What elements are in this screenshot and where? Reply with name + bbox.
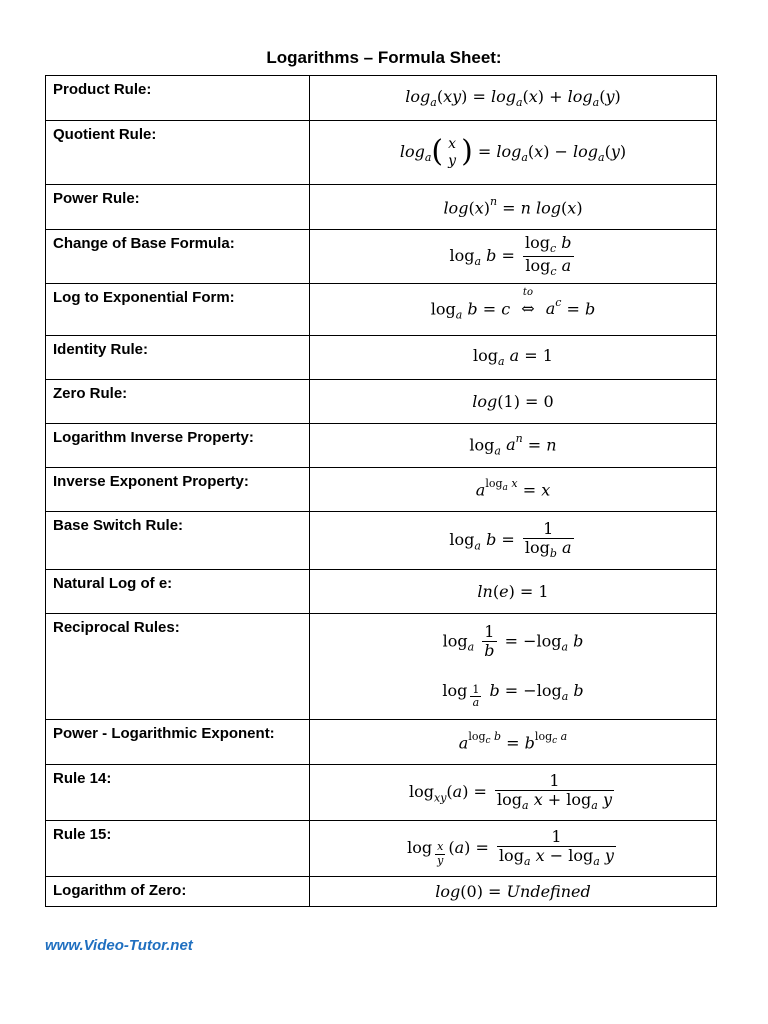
formula-identity-rule: $\log_a a = 1$ [310,336,717,380]
rule-label: Quotient Rule: [46,121,310,185]
formula-change-of-base: $\log_a b$ = $\frac{\log_c b}{\log_c a}$ [310,230,717,284]
formula-zero-rule: log(1) = 0 [310,380,717,424]
footer-website-link[interactable]: www.Video-Tutor.net [45,937,193,954]
formula-inverse-exponent: $a^{log_a x} = x$ [310,468,717,512]
rule-label: Reciprocal Rules: [46,614,310,720]
table-row [46,185,717,230]
table-row [46,76,717,121]
formula-log-to-exponential: $\log_a b = c$ to ⇔ $a^c = b$ [310,284,717,336]
table-row [46,468,717,512]
table-row [46,877,717,907]
table-row [46,614,717,720]
table-row [46,380,717,424]
table-row [46,821,717,877]
table-row [46,570,717,614]
rule-label: Product Rule: [46,76,310,121]
rule-label: Rule 15: [46,821,310,877]
formula-rule-15: log $_{\frac{x}{y}}$ (a) = $\frac{1}{\log_a x - \log_a y}$ [310,821,717,877]
table-row [46,336,717,380]
formula-rule-14: $\log_{xy}(a)$ = $\frac{1}{\log_a x + \log_a y}$ [310,765,717,821]
rule-label: Base Switch Rule: [46,512,310,570]
formula-quotient-rule: $\log_a$( x y ) = $\log_a(x) - \log_a(y)$ [310,121,717,185]
formula-natural-log: ln(e) = 1 [310,570,717,614]
rule-label: Zero Rule: [46,380,310,424]
formula-product-rule: $\log_a(xy) = \log_a(x) + \log_a(y)$ [310,76,717,121]
rule-label: Logarithm Inverse Property: [46,424,310,468]
page-title: Logarithms – Formula Sheet: [266,48,502,67]
formula-power-log-exponent: $a^{log_c b} = b^{log_c a}$ [310,720,717,765]
table-row [46,121,717,185]
table-row [46,720,717,765]
rule-label: Rule 14: [46,765,310,821]
rule-label: Natural Log of e: [46,570,310,614]
rule-label: Change of Base Formula: [46,230,310,284]
rule-label: Power - Logarithmic Exponent: [46,720,310,765]
formula-power-rule: $\log(x)^n = n$ log(x) [310,185,717,230]
rule-label: Identity Rule: [46,336,310,380]
iff-arrow-icon: to ⇔ [521,287,535,319]
rule-label: Logarithm of Zero: [46,877,310,907]
table-row [46,230,717,284]
rule-label: Log to Exponential Form: [46,284,310,336]
rule-label: Inverse Exponent Property: [46,468,310,512]
table-row [46,424,717,468]
formula-log-of-zero: log(0) = Undefined [310,877,717,907]
table-row [46,765,717,821]
formula-log-inverse: $\log_a a^n = n$ [310,424,717,468]
formula-reciprocal-rules: $\log_a$ $\frac{1}{b}$ = $-\log_a$ b log $_{\frac{1}{a}}$ $b = -\log_a$ b [310,614,717,720]
formula-base-switch: $\log_a b$ = $\frac{1}{\log_b a}$ [310,512,717,570]
formula-table [45,75,717,907]
rule-label: Power Rule: [46,185,310,230]
table-row [46,512,717,570]
table-row [46,284,717,336]
